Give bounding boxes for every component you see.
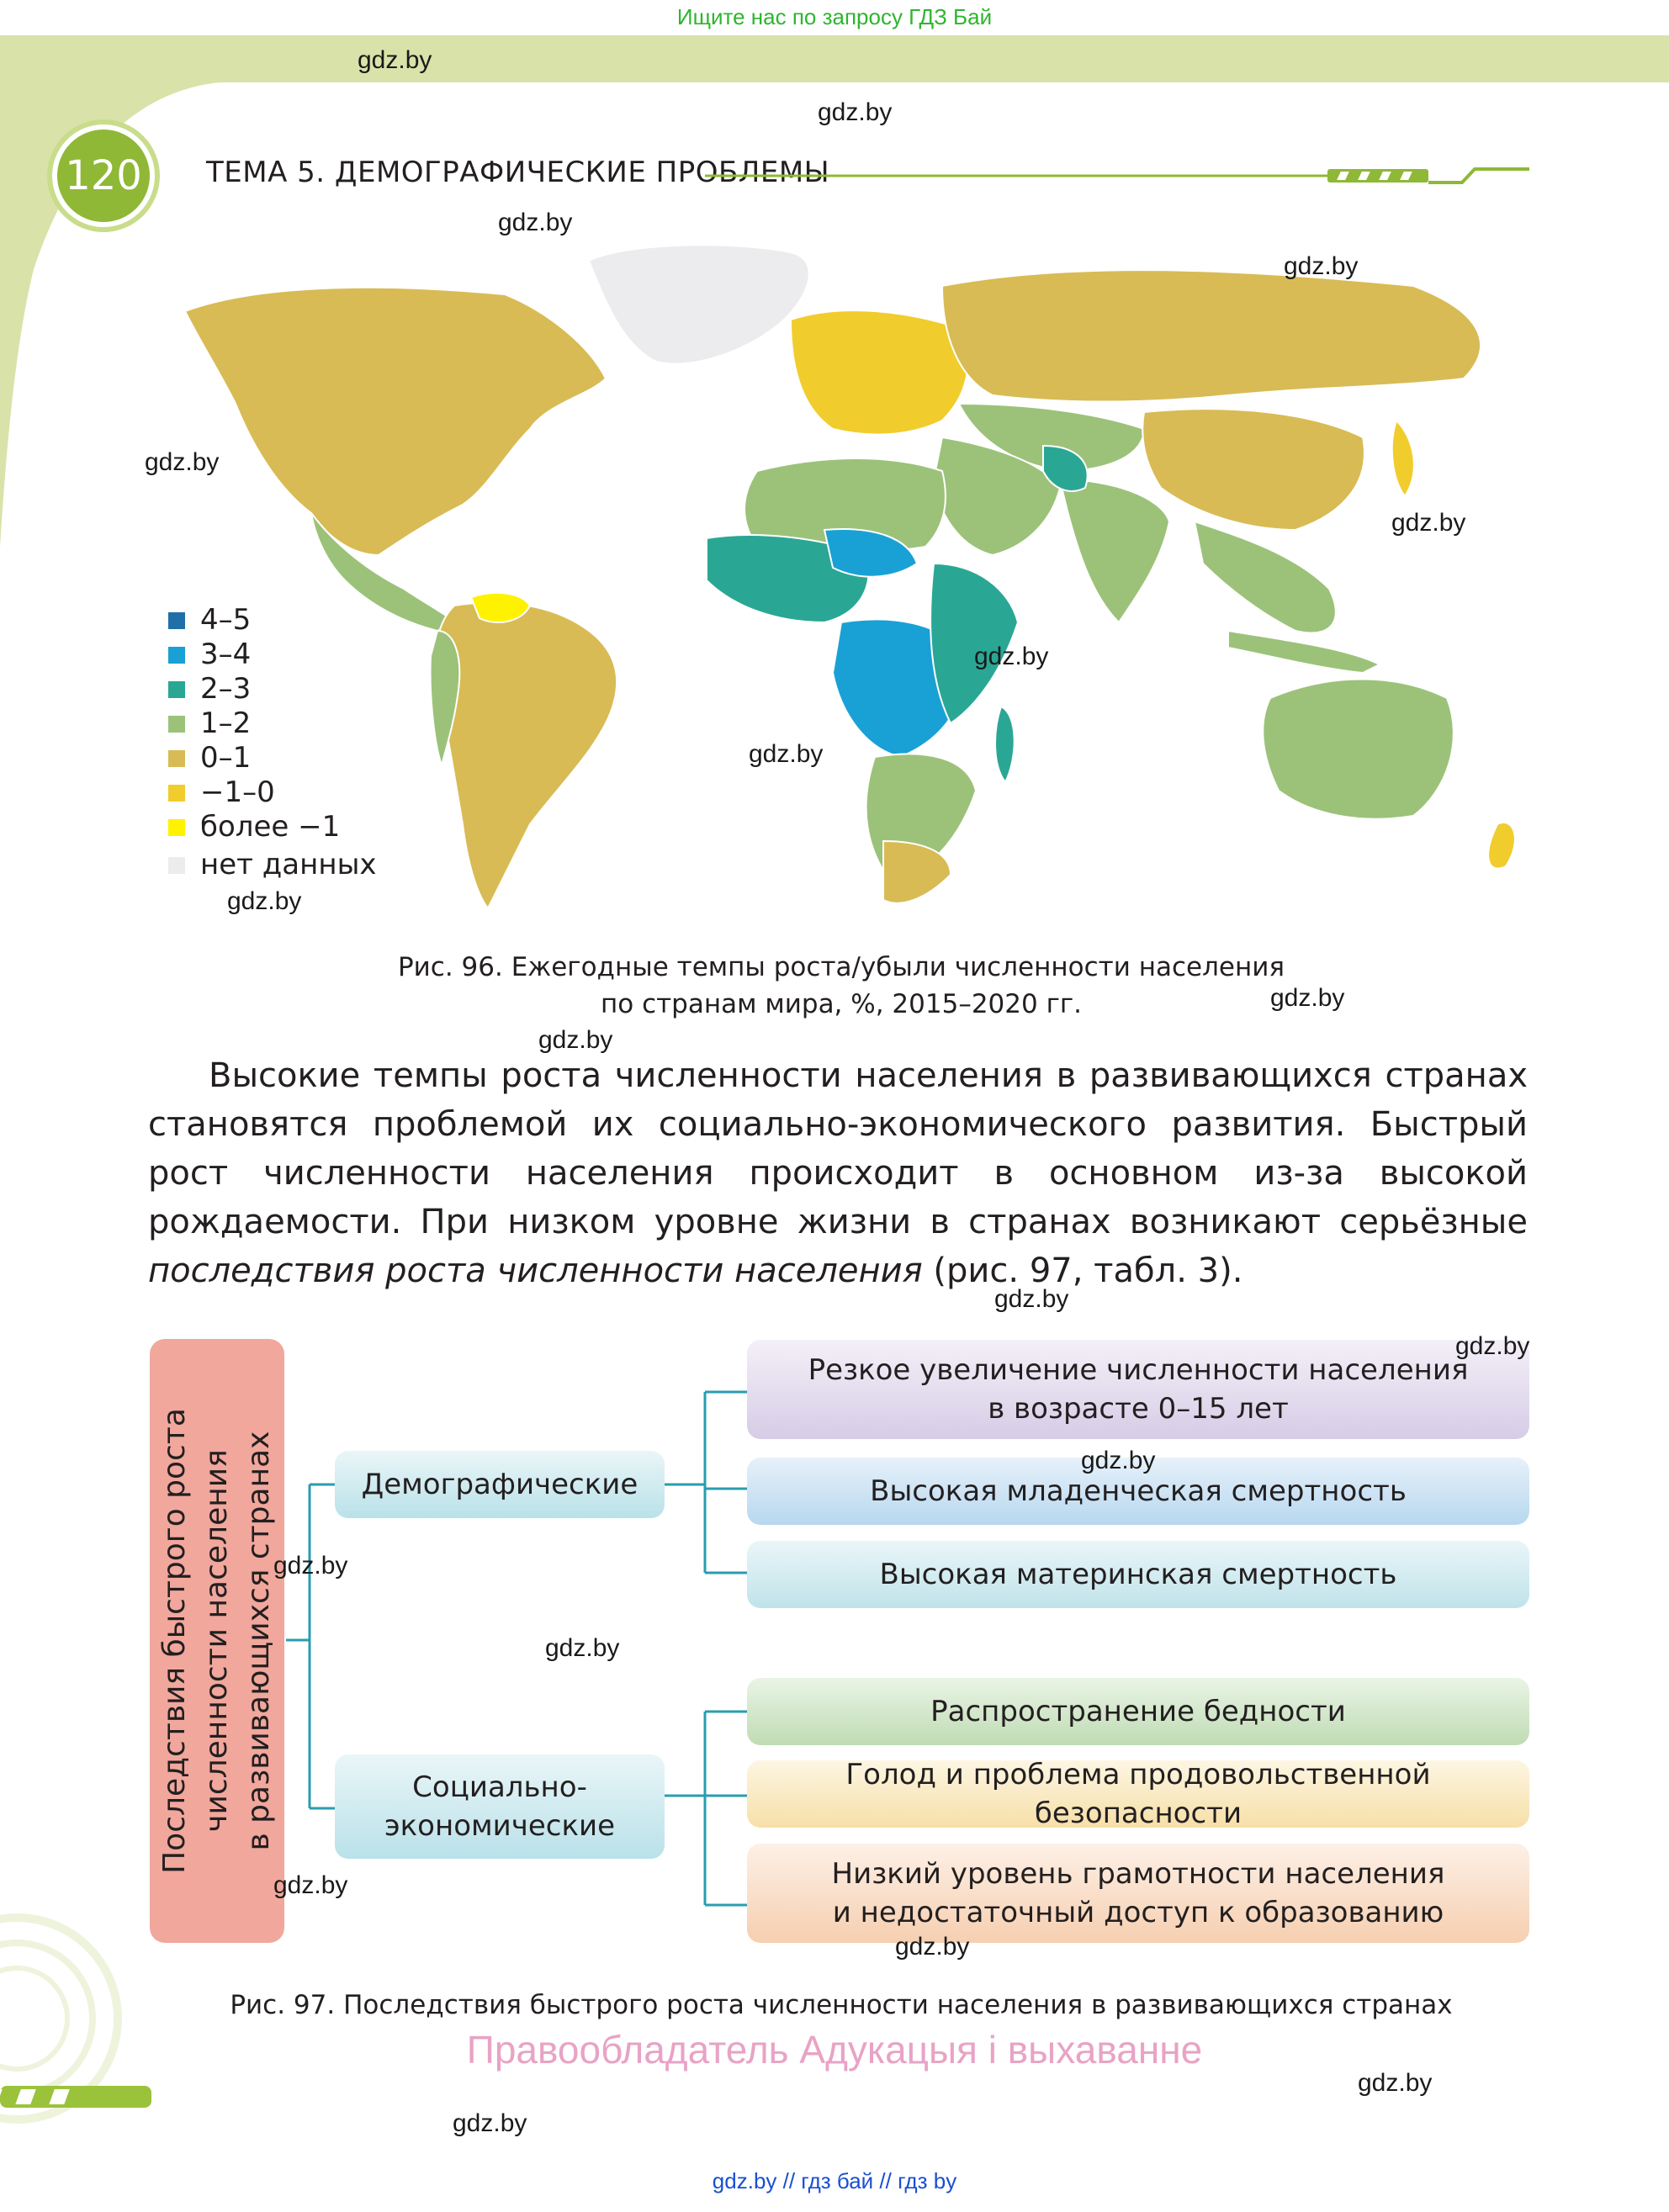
map-region-australia: [1263, 680, 1454, 819]
map-region-japan: [1392, 421, 1414, 496]
rights-holder: Правообладатель Адукацыя і выхаванне: [466, 2028, 1203, 2072]
watermark: gdz.by: [1358, 2069, 1433, 2097]
diagram-root-box: [150, 1339, 284, 1943]
watermark: gdz.by: [545, 1634, 620, 1662]
header-rule: [705, 164, 1529, 189]
consequence-line: Высокая младенческая смертность: [870, 1474, 1407, 1508]
search-banner: Ищите нас по запросу ГДЗ Бай: [676, 4, 993, 29]
consequence-line: Резкое увеличение численности населения: [808, 1353, 1469, 1387]
watermark: gdz.by: [1455, 1332, 1530, 1360]
legend-swatch: [168, 857, 185, 874]
watermark: gdz.by: [1081, 1447, 1156, 1474]
map-region-china: [1142, 409, 1364, 530]
paragraph-text-end: (рис. 97, табл. 3).: [922, 1252, 1243, 1290]
watermark: gdz.by: [273, 1871, 348, 1899]
map-region-madagascar: [995, 706, 1015, 782]
legend-label: более −1: [200, 810, 341, 844]
watermark: gdz.by: [1284, 252, 1359, 280]
caption-line: Рис. 96. Ежегодные темпы роста/убыли численности населения: [397, 952, 1285, 982]
category-demographic: [335, 1451, 665, 1518]
legend-label: −1–0: [200, 775, 275, 809]
legend-label: 1–2: [200, 706, 252, 740]
legend-swatch: [168, 681, 185, 698]
figure-96-caption: [252, 949, 1430, 1023]
category-label: Социально-: [412, 1770, 587, 1804]
map-region-india: [1060, 479, 1169, 622]
map-region-new-zealand: [1488, 823, 1515, 869]
legend-label: 0–1: [200, 741, 252, 775]
legend-label: нет данных: [200, 848, 377, 881]
map-region-north-america: [185, 288, 606, 555]
watermark: gdz.by: [818, 98, 893, 126]
paragraph-text: Высокие темпы роста численности населения в развивающихся странах становятся проблемой их социально-экономического развития. Быстрый рост численности населения происходит в основном из-за высокой рождаемости. При низком уровне жизни в странах возникают серьёзные: [148, 1056, 1528, 1241]
legend-swatch: [168, 750, 185, 767]
consequence-line: в возрасте 0–15 лет: [988, 1392, 1289, 1426]
category-label: Демографические: [361, 1468, 638, 1501]
consequence-line: и недостаточный доступ к образованию: [832, 1896, 1444, 1929]
watermark: gdz.by: [538, 1026, 613, 1054]
root-line: в развивающихся странах: [241, 1431, 277, 1851]
watermark: gdz.by: [1270, 984, 1345, 1012]
watermark: gdz.by: [895, 1933, 970, 1961]
watermark: gdz.by: [994, 1285, 1069, 1313]
map-region-russia: [942, 270, 1481, 401]
paragraph-italic: последствия роста численности населения: [148, 1252, 923, 1290]
category-social-economic: [335, 1754, 665, 1859]
legend-swatch: [168, 819, 185, 836]
world-map: [151, 235, 1531, 925]
consequence-line: Распространение бедности: [930, 1695, 1346, 1728]
running-head: ТЕМА 5. ДЕМОГРАФИЧЕСКИЕ ПРОБЛЕМЫ: [206, 156, 830, 189]
watermark: gdz.by: [227, 887, 302, 915]
root-line: численности населения: [199, 1449, 235, 1833]
consequence-box: [747, 1760, 1529, 1828]
consequence-line: Голод и проблема продовольственной безопасности: [845, 1758, 1431, 1830]
watermark: gdz.by: [145, 448, 220, 476]
consequence-line: Низкий уровень грамотности населения: [831, 1857, 1445, 1891]
footer-links[interactable]: gdz.by // гдз бай // гдз by: [712, 2168, 957, 2193]
caption-line: по странам мира, %, 2015–2020 гг.: [600, 989, 1083, 1019]
body-paragraph: [148, 1051, 1528, 1295]
legend-swatch: [168, 785, 185, 802]
root-line: Последствия быстрого роста: [157, 1408, 193, 1874]
consequence-box: [747, 1340, 1529, 1439]
watermark: gdz.by: [974, 643, 1049, 670]
legend-label: 4–5: [200, 603, 252, 637]
legend-swatch: [168, 612, 185, 629]
watermark: gdz.by: [358, 46, 432, 74]
consequence-box: [747, 1541, 1529, 1608]
watermark: gdz.by: [1391, 509, 1466, 537]
map-region-south-america: [436, 602, 617, 908]
root-text: [154, 1408, 280, 1874]
map-region-greenland: [589, 245, 809, 363]
watermark: gdz.by: [749, 740, 824, 768]
watermark: gdz.by: [453, 2109, 527, 2137]
legend-label: 2–3: [200, 672, 252, 706]
watermark: gdz.by: [273, 1552, 348, 1580]
category-label: экономические: [384, 1809, 616, 1843]
map-region-southeast-asia: [1195, 521, 1336, 633]
map-region-europe: [791, 310, 967, 434]
watermark: gdz.by: [498, 209, 573, 236]
page-number: 120: [52, 124, 155, 227]
legend-swatch: [168, 647, 185, 664]
legend-swatch: [168, 716, 185, 733]
figure-97-caption: Рис. 97. Последствия быстрого роста численности населения в развивающихся странах: [230, 1990, 1453, 2020]
legend-label: 3–4: [200, 638, 252, 671]
consequence-line: Высокая материнская смертность: [879, 1558, 1397, 1591]
map-region-indonesia: [1228, 631, 1380, 673]
consequence-box: [747, 1844, 1529, 1943]
consequence-box: [747, 1678, 1529, 1745]
